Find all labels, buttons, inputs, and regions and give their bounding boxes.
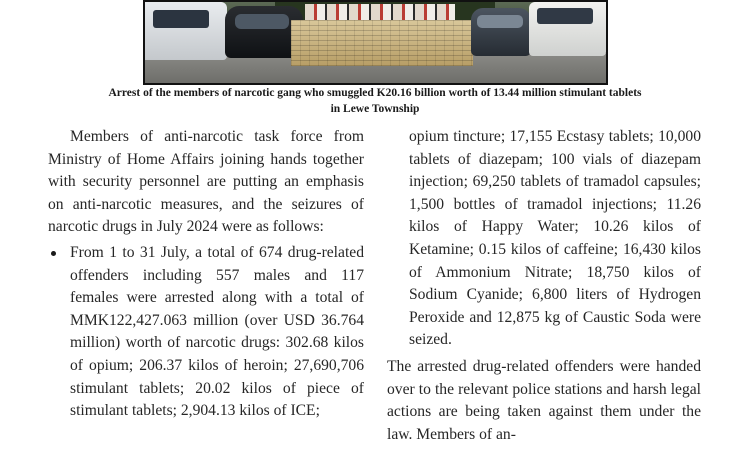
left-column bbox=[48, 126, 364, 423]
bullet-dot-icon bbox=[51, 251, 56, 256]
bullet-list-item bbox=[48, 242, 364, 423]
right-column bbox=[387, 126, 701, 446]
bullet-continued-text: opium tincture; 17,155 Ecstasy tablets; 10,000 tablets of diazepam; 100 vials of diazepam injection; 69,250 tablets of tramadol capsules; 1,500 bottles of tramadol injections; 11.26 kilos of Happy Water; 10.26 kilos of Ketamine; 0.15 kilos of caffeine; 16,430 kilos of Ammonium Nitrate; 18,750 kilos of Sodium Cyanide; 6,800 liters of Hydrogen Peroxide and 12,875 kg of Caustic Soda were seized. bbox=[409, 128, 701, 349]
seizure-photo bbox=[143, 0, 608, 85]
photo-caption bbox=[60, 86, 690, 117]
bullet-text: From 1 to 31 July, a total of 674 drug-related offenders including 557 males and 117 females were arrested along with a total of MMK122,427.063 million (over USD 36.764 million) worth of narcotic drugs: 302.68 kilos of opium; 206.37 kilos of heroin; 27,690,706 stimulant tablets; 20.02 kilos of piece of stimulant tablets; 2,904.13 kilos of ICE; bbox=[70, 243, 364, 420]
caption-line-2: in Lewe Township bbox=[330, 102, 420, 115]
photo-white-truck bbox=[529, 2, 606, 56]
photo-grey-car bbox=[471, 8, 531, 56]
photo-seized-drug-stack bbox=[291, 20, 473, 66]
second-paragraph: The arrested drug-related offenders were handed over to the relevant police stations and harsh legal actions are being taken against them under the law. Members of an- bbox=[387, 357, 701, 443]
caption-line-1: Arrest of the members of narcotic gang who smuggled K20.16 billion worth of 13.44 million stimulant tablets bbox=[108, 87, 642, 99]
intro-paragraph: Members of anti-narcotic task force from Ministry of Home Affairs joining hands together with security personnel are putting an emphasis on anti-narcotic measures, and the seizures of narcotic drugs in July 2024 were as follows: bbox=[48, 128, 364, 236]
photo-white-van bbox=[145, 2, 227, 60]
